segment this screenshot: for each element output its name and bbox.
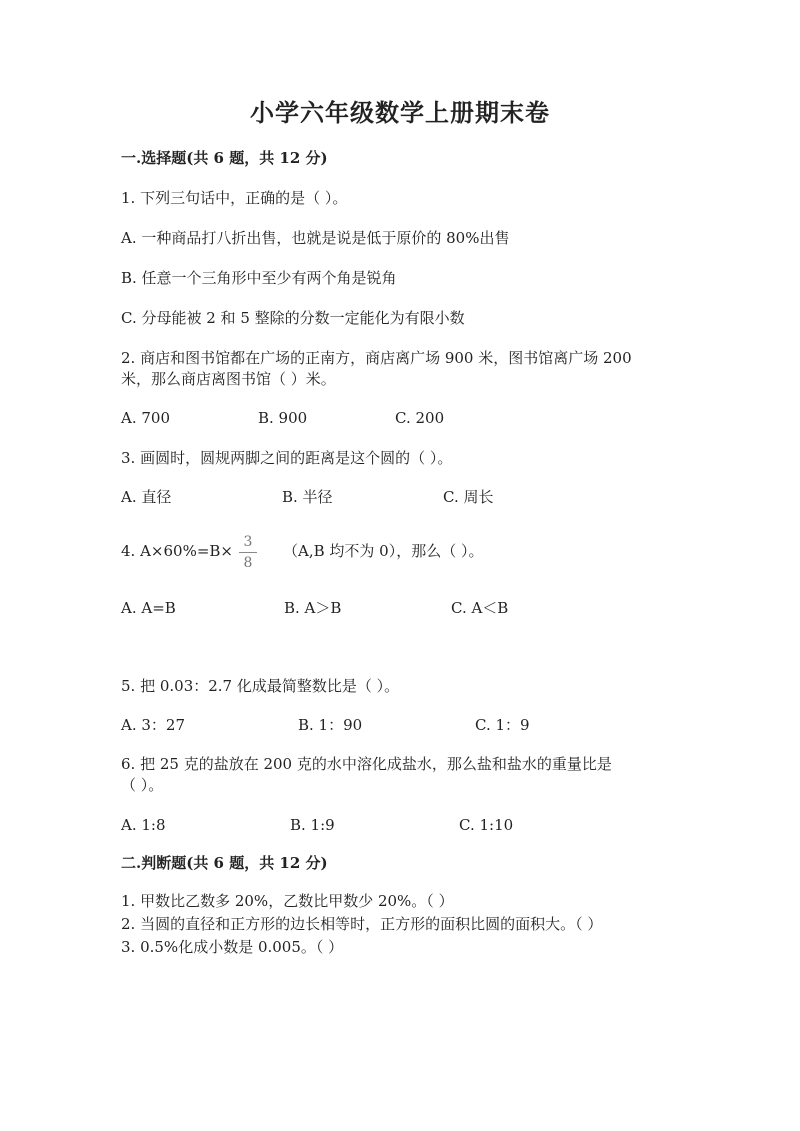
fraction-three-eighths <box>238 534 258 571</box>
question-2-option-c: C. 200 <box>395 409 445 427</box>
question-3-option-b: B. 半径 <box>282 488 333 506</box>
question-4-option-c: C. A＜B <box>451 599 509 617</box>
question-3-option-c: C. 周长 <box>443 488 494 506</box>
question-1-stem: 1. 下列三句话中，正确的是（ ）。 <box>121 189 348 207</box>
section-heading-judgment: 二.判断题(共 6 题，共 12 分) <box>121 854 328 872</box>
question-1-option-b: B. 任意一个三角形中至少有两个角是锐角 <box>121 269 397 287</box>
question-5-option-a: A. 3：27 <box>121 716 185 734</box>
page-title: 小学六年级数学上册期末卷 <box>250 98 550 127</box>
question-6-option-b: B. 1:9 <box>290 816 335 834</box>
question-3-stem: 3. 画圆时，圆规两脚之间的距离是这个圆的（ ）。 <box>121 449 453 467</box>
question-4-stem-left: 4. A×60%=B× <box>121 542 233 560</box>
fraction-denominator: 8 <box>243 555 253 571</box>
question-6-option-c: C. 1:10 <box>459 816 514 834</box>
question-2-option-a: A. 700 <box>121 409 170 427</box>
judgment-item-3: 3. 0.5%化成小数是 0.005。（ ） <box>121 938 344 956</box>
question-1-option-a: A. 一种商品打八折出售，也就是说是低于原价的 80%出售 <box>121 229 510 247</box>
question-5-option-c: C. 1：9 <box>475 716 530 734</box>
question-6-stem-line1: 6. 把 25 克的盐放在 200 克的水中溶化成盐水，那么盐和盐水的重量比是 <box>121 755 612 773</box>
question-5-option-b: B. 1：90 <box>298 716 363 734</box>
judgment-item-2: 2. 当圆的直径和正方形的边长相等时，正方形的面积比圆的面积大。（ ） <box>121 915 603 933</box>
question-5-stem: 5. 把 0.03：2.7 化成最简整数比是（ ）。 <box>121 677 400 695</box>
question-4-option-a: A. A=B <box>121 599 176 617</box>
question-4-stem-right: （A,B 均不为 0），那么（ ）。 <box>283 542 484 560</box>
question-2-stem-line2: 米，那么商店离图书馆（ ）米。 <box>121 370 336 388</box>
question-6-stem-line2: （ ）。 <box>121 776 164 794</box>
fraction-numerator: 3 <box>243 534 253 550</box>
question-3-option-a: A. 直径 <box>121 488 172 506</box>
question-1-option-c: C. 分母能被 2 和 5 整除的分数一定能化为有限小数 <box>121 309 465 327</box>
section-heading-choice: 一.选择题(共 6 题，共 12 分) <box>121 149 328 167</box>
fraction-bar <box>239 552 257 553</box>
question-4-option-b: B. A＞B <box>284 599 342 617</box>
judgment-item-1: 1. 甲数比乙数多 20%，乙数比甲数少 20%。（ ） <box>121 892 454 910</box>
question-2-option-b: B. 900 <box>258 409 308 427</box>
question-2-stem-line1: 2. 商店和图书馆都在广场的正南方，商店离广场 900 米，图书馆离广场 200 <box>121 349 632 367</box>
question-6-option-a: A. 1:8 <box>121 816 166 834</box>
